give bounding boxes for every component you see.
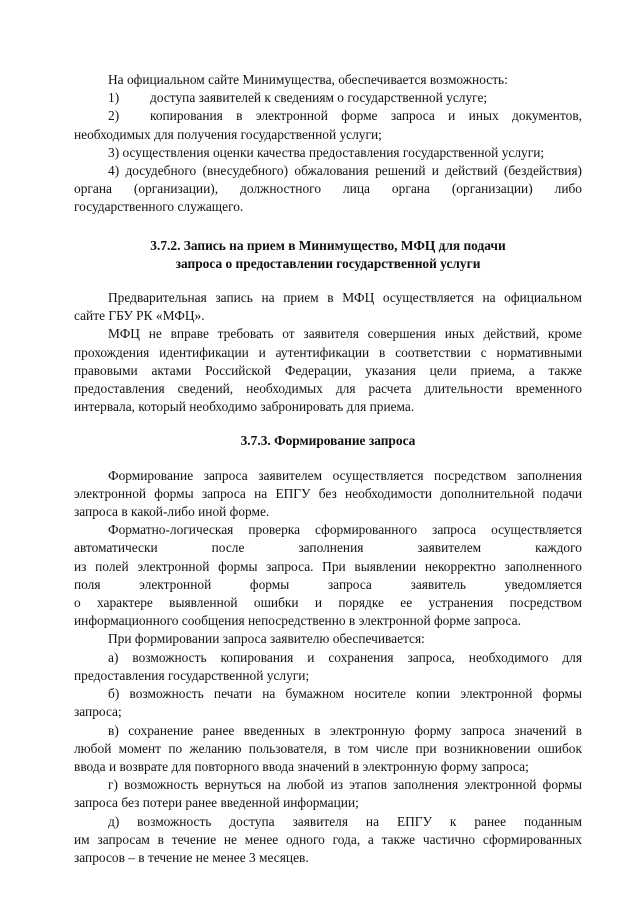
item-number: 2) (108, 108, 120, 124)
item-text: доступа заявителей к сведениям о государственной услуге; (150, 90, 488, 106)
p-372-1-line-1: Предварительная запись на прием в МФЦ осуществляется на официальном (108, 290, 582, 306)
item-b-line-1: б) возможность печати на бумажном носителе копии электронной формы (108, 686, 582, 702)
item-b-line-2: запроса; (74, 704, 122, 720)
item-d-line-2: им запросам в течение не менее одного года, а также частично сформированных (74, 831, 582, 847)
intro-item-3: 3) осуществления оценки качества предоставления государственной услуги; (108, 144, 545, 160)
intro-item-1 (74, 89, 582, 107)
p-373-2-line-1: Форматно-логическая проверка сформированного запроса осуществляется (108, 522, 582, 538)
item-text: копирования в электронной форме запроса и иных документов, (150, 108, 582, 124)
p-372-2-line-1: МФЦ не вправе требовать от заявителя совершения иных действий, кроме (108, 326, 582, 342)
p-373-1-line-3: запроса в какой-либо иной форме. (74, 504, 270, 520)
intro-lead: На официальном сайте Минимущества, обеспечивается возможность: (108, 72, 508, 87)
intro-item-4-line-2: органа (организации), должностного лица органа (организации) либо (74, 181, 582, 197)
item-g-line-2: запроса без потери ранее введенной информации; (74, 795, 359, 811)
p-372-2-line-4: предоставления сведений, необходимых для расчета длительности временного (74, 381, 582, 397)
p-372-2-line-3: правовыми актами Российской Федерации, указания цели приема, а также (74, 362, 582, 378)
intro-item-4-line-1: 4) досудебного (внесудебного) обжалования решений и действий (бездействия) (108, 163, 582, 179)
item-v-line-3: ввода и возврате для повторного ввода значений в электронную форму запроса; (74, 758, 529, 774)
section-heading-3-7-2-line-2: запроса о предоставлении государственной услуги (175, 255, 481, 271)
p-373-2-line-5: о характере выявленной ошибки и порядке ее устранения посредством (74, 595, 582, 611)
p-372-2-line-5: интервала, который необходимо забронировать для приема. (74, 399, 415, 415)
intro-item-4-line-3: государственного служащего. (74, 199, 244, 215)
p-373-2-line-6: информационного сообщения непосредственно в электронной форме запроса. (74, 613, 521, 629)
item-d-line-1: д) возможность доступа заявителя на ЕПГУ к ранее поданным (108, 813, 582, 829)
item-a-line-1: а) возможность копирования и сохранения запроса, необходимого для (108, 649, 582, 665)
item-a-line-2: предоставления государственной услуги; (74, 667, 310, 683)
p-372-1-line-2: сайте ГБУ РК «МФЦ». (74, 308, 205, 324)
intro-item-2 (74, 107, 582, 125)
item-g-line-1: г) возможность вернуться на любой из этапов заполнения электронной формы (108, 777, 582, 793)
intro-item-2-cont: необходимых для получения государственной услуги; (74, 126, 382, 142)
item-v-line-2: любой момент по желанию пользователя, в том числе при возникновении ошибок (74, 740, 582, 756)
item-d-line-3: запросов – в течение не менее 3 месяцев. (74, 849, 309, 865)
p-373-2-line-4: поля электронной формы запроса заявитель уведомляется (74, 576, 582, 592)
p-373-3: При формировании запроса заявителю обеспечивается: (108, 631, 425, 647)
item-v-line-1: в) сохранение ранее введенных в электронную форму запроса значений в (108, 722, 582, 738)
p-373-1-line-1: Формирование запроса заявителем осуществляется посредством заполнения (108, 467, 582, 483)
p-373-1-line-2: электронной формы запроса на ЕПГУ без необходимости дополнительной подачи (74, 485, 582, 501)
p-372-2-line-2: прохождения идентификации и аутентификации в соответствии с нормативными (74, 344, 582, 360)
p-373-2-line-3: из полей электронной формы запроса. При выявлении некорректно заполненного (74, 558, 582, 574)
p-373-2-line-2: автоматически после заполнения заявителем каждого (74, 540, 582, 556)
section-heading-3-7-3: 3.7.3. Формирование запроса (240, 433, 416, 449)
section-heading-3-7-2-line-1: 3.7.2. Запись на прием в Минимущество, МФЦ для подачи (150, 237, 506, 253)
item-number: 1) (108, 90, 120, 106)
